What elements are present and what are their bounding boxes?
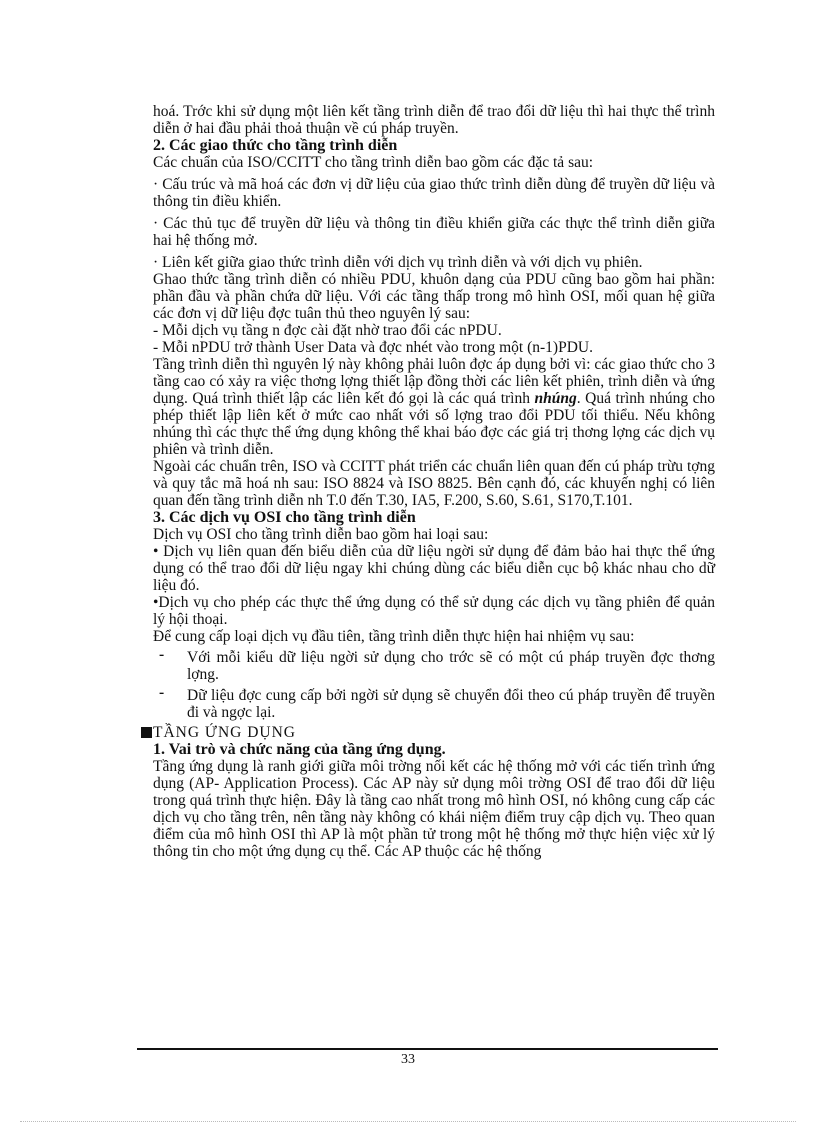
intro-paragraph: hoá. Trớc khi sử dụng một liên kết tầng trình diễn để trao đổi dữ liệu thì hai thực thể trình diễn ở hai đầu phải thoả thuận về cú pháp truyền. bbox=[153, 103, 715, 137]
sec3-task-list bbox=[153, 646, 715, 721]
list-marker: - bbox=[159, 684, 165, 701]
sec2-paragraph-standards: Ngoài các chuẩn trên, ISO và CCITT phát triển các chuẩn liên quan đến cú pháp trừu tợng và quy tắc mã hoá nh sau: ISO 8824 và ISO 8825. Bên cạnh đó, các khuyến nghị có liên quan đến tầng trình diễn nh T.0 đến T.30, IA5, F.200, S.60, S.61, S170,T.101. bbox=[153, 458, 715, 509]
sec3-intro-paragraph: Dịch vụ OSI cho tầng trình diễn bao gồm hai loại sau: bbox=[153, 526, 489, 543]
list-item-text: Dữ liệu đợc cung cấp bởi ngời sử dụng sẽ chuyển đổi theo cú pháp truyền để truyền đi và ngợc lại. bbox=[187, 687, 715, 721]
application-layer-section bbox=[153, 725, 715, 741]
page-bottom-dotted-line bbox=[20, 1121, 796, 1122]
sec2-intro-paragraph: Các chuẩn của ISO/CCITT cho tầng trình diễn bao gồm các đặc tả sau: bbox=[153, 154, 594, 171]
sec2-embedding-text-b: . Quá trình nhúng cho phép thiết lập liên kết ở mức cao nhất với số lợng trao đổi PDU tối thiểu. Nếu không nhúng thì các thực thể ứng dụng không thể khai báo đợc các giá trị thơng lợng các dịch vụ phiên và trình diễn. bbox=[153, 390, 716, 458]
sec2-paragraph-pdu: Ghao thức tầng trình diễn có nhiều PDU, khuôn dạng của PDU cũng bao gồm hai phần: phần đầu và phần chứa dữ liệu. Với các tầng thấp trong mô hình OSI, mối quan hệ giữa các đơn vị dữ liệu đợc tuân thủ theo nguyên lý sau: bbox=[153, 271, 715, 322]
section-2-heading: 2. Các giao thức cho tầng trình diễn bbox=[153, 137, 398, 154]
sec2-dash-2: - Mỗi nPDU trở thành User Data và đợc nhét vào trong một (n-1)PDU. bbox=[153, 339, 593, 356]
sec2-dash-1: - Mỗi dịch vụ tầng n đợc cài đặt nhờ trao đổi các nPDU. bbox=[153, 322, 502, 339]
section-3-heading: 3. Các dịch vụ OSI cho tầng trình diễn bbox=[153, 509, 416, 526]
page-number: 33 bbox=[401, 1052, 415, 1067]
sec3-bullet-2: •Dịch vụ cho phép các thực thể ứng dụng có thể sử dụng các dịch vụ tầng phiên để quản lý hội thoại. bbox=[153, 594, 715, 628]
sec2-bullet-1: · Cấu trúc và mã hoá các đơn vị dữ liệu của giao thức trình diễn dùng để truyền dữ liệu và thông tin điều khiển. bbox=[153, 176, 715, 210]
sec3-paragraph-tasks: Để cung cấp loại dịch vụ đầu tiên, tầng trình diễn thực hiện hai nhiệm vụ sau: bbox=[153, 628, 635, 645]
black-square-bullet-icon bbox=[141, 727, 152, 738]
list-item-text: Với mỗi kiểu dữ liệu ngời sử dụng cho trớc sẽ có một cú pháp truyền đợc thơng lợng. bbox=[187, 649, 715, 683]
application-role-paragraph: Tầng ứng dụng là ranh giới giữa môi trờng nối kết các hệ thống mở với các tiến trình ứng dụng (AP- Application Process). Các AP này sử dụng môi trờng OSI để trao đổi dữ liệu trong quá trình thực hiện. Đây là tầng cao nhất trong mô hình OSI, nó không cung cấp các dịch vụ cho tầng trên, nên tầng này không có khái niệm điểm truy cập dịch vụ. Theo quan điểm của mô hình OSI thì AP là một phần tử trong một hệ thống mở thực hiện việc xử lý thông tin cho một ứng dụng cụ thể. Các AP thuộc các hệ thống bbox=[153, 758, 715, 860]
application-role-heading: 1. Vai trò và chức năng của tầng ứng dụng. bbox=[153, 741, 446, 758]
sec3-bullet-1: • Dịch vụ liên quan đến biểu diễn của dữ liệu ngời sử dụng để đảm bảo hai thực thể ứng dụng có thể trao đổi dữ liệu ngay khi chúng dùng các biểu diễn cục bộ khác nhau cho dữ liệu đó. bbox=[153, 543, 715, 594]
document-page bbox=[153, 103, 715, 860]
sec2-paragraph-embedding bbox=[153, 356, 715, 458]
sec2-bullet-2: · Các thủ tục để truyền dữ liệu và thông tin điều khiển giữa các thực thể trình diễn giữa hai hệ thống mở. bbox=[153, 215, 715, 249]
list-marker: - bbox=[159, 646, 165, 663]
sec2-embedding-text-a: Tầng trình diễn thì nguyên lý này không phải luôn đợc áp dụng bởi vì: các giao thức cho 3 tầng cao có xảy ra việc thơng lợng thiết lập đồng thời các liên kết phiên, trình diễn và ứng dụng. Quá trình thiết lập các liên kết đó gọi là các quá trình bbox=[153, 356, 715, 407]
sec2-embedding-term: nhúng bbox=[534, 390, 577, 407]
list-item bbox=[153, 684, 715, 721]
application-layer-title: TẦNG ỨNG DỤNG bbox=[153, 724, 296, 741]
list-item bbox=[153, 646, 715, 683]
sec2-bullet-3: · Liên kết giữa giao thức trình diễn với dịch vụ trình diễn và với dịch vụ phiên. bbox=[153, 254, 643, 271]
footer-divider bbox=[137, 1048, 718, 1050]
